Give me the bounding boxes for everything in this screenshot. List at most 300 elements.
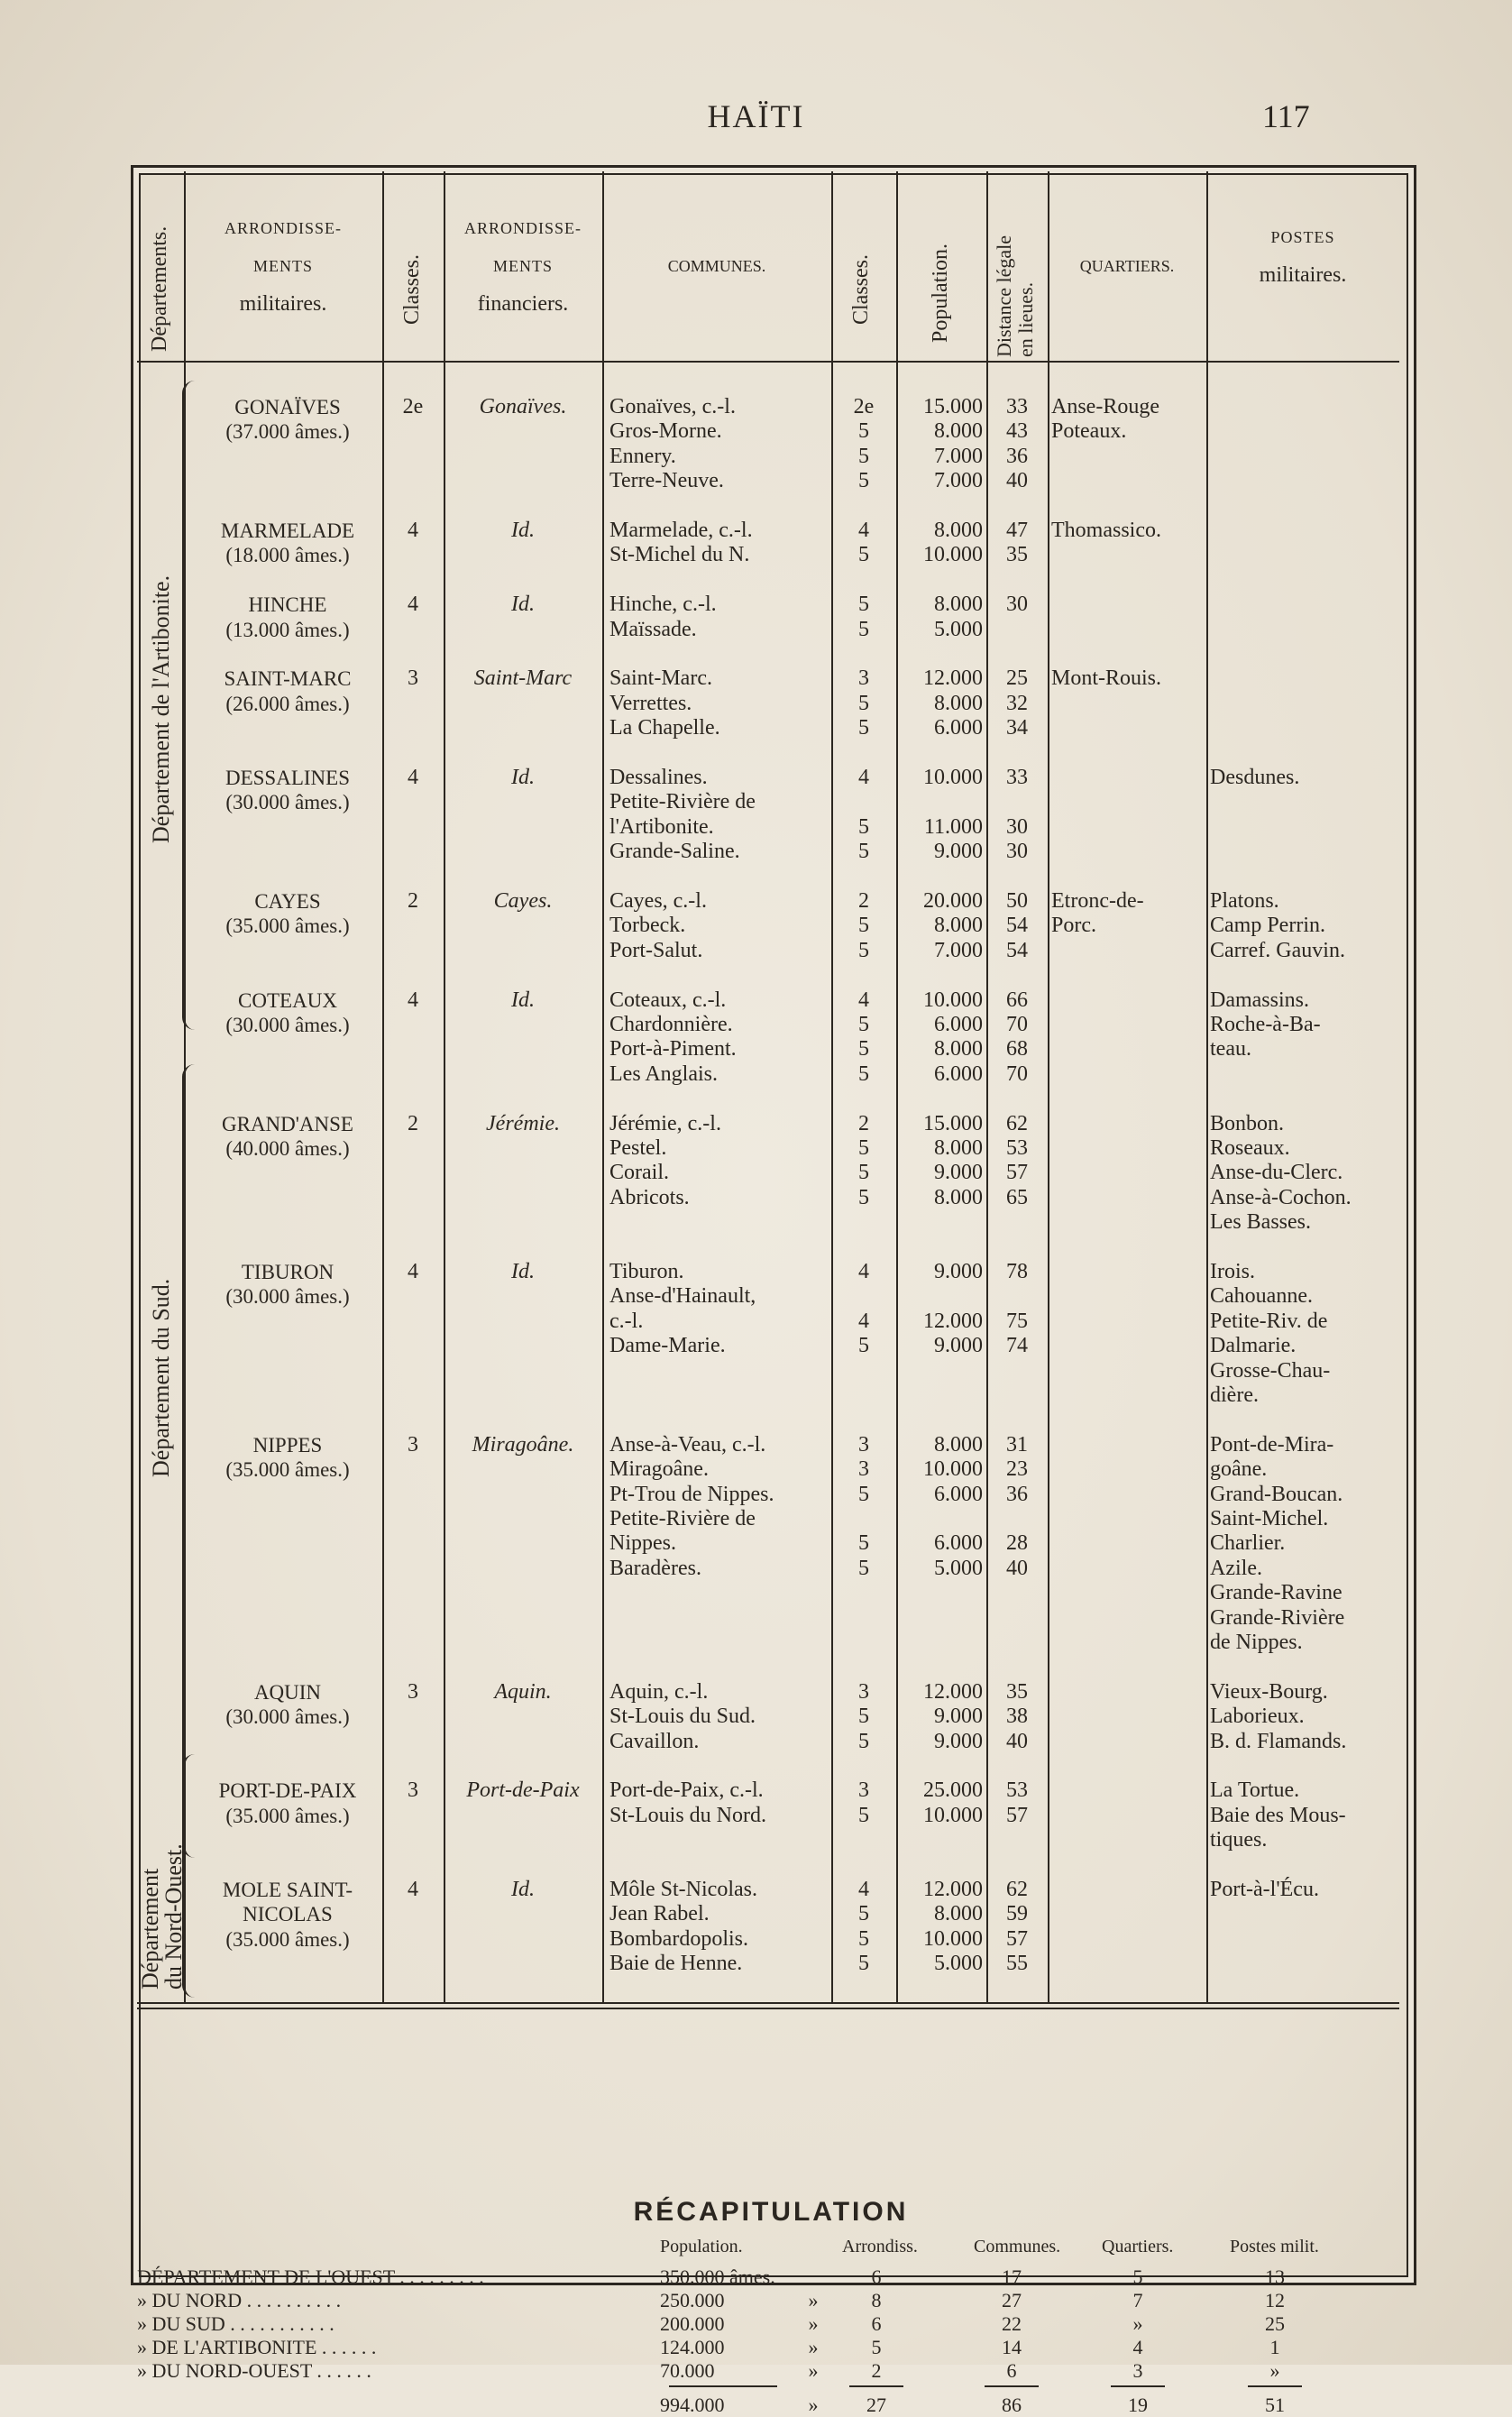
- cell-c2: 4: [858, 1309, 869, 1333]
- cell-com: Cavaillon.: [609, 1729, 700, 1753]
- table-row: [137, 1952, 1399, 1976]
- table-row: [137, 865, 1399, 889]
- cell-com: Ennery.: [609, 444, 676, 468]
- cell-dist: 66: [1006, 988, 1028, 1012]
- cell-pop: 9.000: [934, 1334, 983, 1358]
- cell-dist: 38: [1006, 1705, 1028, 1729]
- cell-c2: 3: [858, 1778, 869, 1803]
- cell-c2: 5: [858, 1705, 869, 1729]
- table-row: [137, 840, 1399, 864]
- cell-c2: 2: [858, 1111, 869, 1135]
- cell-com: Chardonnière.: [609, 1013, 733, 1036]
- cell-c2: 5: [858, 1037, 869, 1061]
- cell-pop: 12.000: [923, 1679, 983, 1704]
- recap-cell-label: » DU SUD . . . . . . . . . . .: [137, 2312, 334, 2335]
- cell-arr: SAINT-MARC: [224, 667, 352, 691]
- page-number: 117: [1262, 98, 1310, 134]
- table-row: [137, 1778, 1399, 1803]
- recap-row: [137, 2312, 1399, 2336]
- recap-cell-pop: 124.000: [660, 2336, 725, 2358]
- cell-dist: 40: [1006, 1729, 1028, 1753]
- cell-pop: 8.000: [934, 1902, 983, 1926]
- cell-dist: 57: [1006, 1926, 1028, 1951]
- cell-p: Port-à-l'Écu.: [1210, 1878, 1319, 1901]
- cell-pop: 8.000: [934, 1185, 983, 1209]
- cell-cls: 4: [408, 1878, 418, 1901]
- col-rule: [986, 171, 988, 361]
- cell-p: Platons.: [1210, 889, 1279, 913]
- cell-q: Anse-Rouge: [1051, 395, 1159, 418]
- cell-dist: 30: [1006, 814, 1028, 839]
- table-row: [137, 1112, 1399, 1136]
- cell-pop: 8.000: [934, 519, 983, 542]
- table-row: [137, 419, 1399, 444]
- cell-dist: 62: [1006, 1111, 1028, 1135]
- cell-p: Charlier.: [1210, 1531, 1286, 1556]
- recap-cell-com: 6: [1006, 2359, 1017, 2382]
- cell-arr: MARMELADE: [220, 519, 355, 542]
- cell-arr: (35.000 âmes.): [225, 1927, 350, 1951]
- cell-cls: 4: [408, 988, 418, 1012]
- table-row: [137, 1161, 1399, 1185]
- table-row: [137, 1606, 1399, 1631]
- cell-com: Anse-à-Veau, c.-l.: [609, 1432, 766, 1457]
- recap-cell-ditto: »: [808, 2312, 819, 2335]
- cell-com: Coteaux, c.-l.: [609, 988, 727, 1012]
- cell-dist: 54: [1006, 938, 1028, 962]
- cell-c2: 5: [858, 1926, 869, 1951]
- cell-c2: 5: [858, 419, 869, 444]
- table-row: [137, 939, 1399, 963]
- cell-c2: 5: [858, 1803, 869, 1827]
- recap-cell-arr: 6: [871, 2312, 882, 2335]
- cell-pop: 6.000: [934, 1482, 983, 1506]
- cell-dist: 68: [1006, 1037, 1028, 1061]
- cell-pop: 9.000: [934, 840, 983, 864]
- table-row: [137, 1062, 1399, 1087]
- cell-c2: 5: [858, 914, 869, 938]
- cell-dist: 62: [1006, 1878, 1028, 1901]
- cell-com: Verrettes.: [609, 691, 692, 715]
- cell-pop: 6.000: [934, 1531, 983, 1556]
- cell-p: B. d. Flamands.: [1210, 1729, 1347, 1753]
- cell-cls: 2e: [402, 395, 424, 418]
- cell-fin: Id.: [511, 766, 535, 789]
- cell-fin: Id.: [511, 988, 535, 1012]
- table-row: [137, 1210, 1399, 1235]
- cell-pop: 9.000: [934, 1161, 983, 1185]
- cell-fin: Cayes.: [493, 889, 553, 913]
- cell-com: Grande-Saline.: [609, 840, 740, 864]
- table-row: [137, 1902, 1399, 1926]
- cell-cls: 2: [408, 1111, 418, 1135]
- cell-arr: NICOLAS: [243, 1903, 333, 1926]
- cell-dist: 30: [1006, 593, 1028, 617]
- cell-cls: 4: [408, 519, 418, 542]
- cell-arr: MOLE SAINT-: [222, 1879, 353, 1901]
- table-row: [137, 766, 1399, 790]
- cell-p: Vieux-Bourg.: [1210, 1679, 1328, 1704]
- cell-dist: 40: [1006, 1556, 1028, 1580]
- cell-q: Etronc-de-: [1051, 889, 1144, 913]
- recap-cell-pop: 994.000: [660, 2394, 725, 2416]
- table-row: [137, 666, 1399, 691]
- cell-c2: 3: [858, 666, 869, 691]
- cell-p: tiques.: [1210, 1828, 1268, 1852]
- recap-cell-q: 5: [1132, 2265, 1143, 2288]
- col-rule: [382, 171, 384, 361]
- cell-cls: 4: [408, 1260, 418, 1283]
- cell-c2: 5: [858, 1061, 869, 1086]
- cell-fin: Id.: [511, 1260, 535, 1283]
- cell-pop: 8.000: [934, 1037, 983, 1061]
- cell-dist: 59: [1006, 1902, 1028, 1926]
- cell-dist: 43: [1006, 419, 1028, 444]
- cell-dist: 36: [1006, 444, 1028, 468]
- cell-pop: 6.000: [934, 716, 983, 740]
- col-rule: [896, 171, 898, 361]
- cell-dist: 47: [1006, 519, 1028, 542]
- cell-com: Petite-Rivière de: [609, 790, 756, 814]
- cell-dist: 28: [1006, 1531, 1028, 1556]
- cell-com: Abricots.: [609, 1185, 690, 1209]
- cell-c2: 5: [858, 938, 869, 962]
- cell-dist: 35: [1006, 543, 1028, 567]
- cell-cls: 3: [408, 666, 418, 691]
- cell-c2: 5: [858, 1556, 869, 1580]
- recap-header-quartiers: Quartiers.: [1102, 2237, 1174, 2256]
- cell-c2: 5: [858, 1902, 869, 1926]
- cell-dist: 30: [1006, 840, 1028, 864]
- cell-com: Maïssade.: [609, 617, 697, 641]
- table-row: [137, 716, 1399, 740]
- recap-cell-p: 13: [1265, 2265, 1285, 2288]
- cell-arr: HINCHE: [248, 593, 327, 617]
- cell-arr: AQUIN: [253, 1680, 322, 1704]
- table-row: [137, 741, 1399, 766]
- recap-cell-p: 12: [1265, 2289, 1285, 2311]
- cell-dist: 75: [1006, 1309, 1028, 1333]
- recap-total-rule: [1111, 2385, 1165, 2387]
- table-row: [137, 1705, 1399, 1729]
- cell-c2: 5: [858, 691, 869, 715]
- cell-p: Damassins.: [1210, 988, 1309, 1012]
- table-row: [137, 543, 1399, 567]
- cell-c2: 5: [858, 444, 869, 468]
- body-bottom-rule: [137, 2002, 1399, 2004]
- recap-title: RÉCAPITULATION: [633, 2197, 909, 2227]
- col-rule: [831, 171, 833, 361]
- recap-header-arrondiss: Arrondiss.: [842, 2237, 918, 2256]
- table-row: [137, 593, 1399, 617]
- cell-pop: 10.000: [923, 1803, 983, 1827]
- table-row: [137, 395, 1399, 419]
- cell-p: Baie des Mous-: [1210, 1803, 1346, 1827]
- cell-pop: 12.000: [923, 1878, 983, 1901]
- table-row: [137, 618, 1399, 642]
- cell-dist: 70: [1006, 1013, 1028, 1036]
- table-row: [137, 1284, 1399, 1309]
- table-row: [137, 1828, 1399, 1852]
- cell-com: Anse-d'Hainault,: [609, 1284, 756, 1309]
- cell-com: c.-l.: [609, 1309, 644, 1333]
- cell-dist: 74: [1006, 1334, 1028, 1358]
- table-row: [137, 469, 1399, 493]
- cell-pop: 5.000: [934, 1952, 983, 1976]
- cell-pop: 12.000: [923, 666, 983, 691]
- cell-dist: 53: [1006, 1778, 1028, 1803]
- cell-com: Port-à-Piment.: [609, 1037, 737, 1061]
- recap-row: [137, 2289, 1399, 2312]
- cell-p: Anse-à-Cochon.: [1210, 1185, 1352, 1209]
- cell-c2: 5: [858, 1334, 869, 1358]
- table-row: [137, 519, 1399, 543]
- cell-fin: Miragoâne.: [472, 1432, 574, 1457]
- cell-pop: 6.000: [934, 1013, 983, 1036]
- table-row: [137, 1186, 1399, 1210]
- header-arr-fin: ARRONDISSE- MENTS financiers.: [463, 219, 582, 316]
- cell-dist: 40: [1006, 469, 1028, 493]
- cell-arr: CAYES: [254, 890, 321, 913]
- cell-pop: 12.000: [923, 1309, 983, 1333]
- cell-pop: 8.000: [934, 1432, 983, 1457]
- cell-arr: (13.000 âmes.): [225, 618, 350, 641]
- cell-pop: 20.000: [923, 889, 983, 913]
- cell-dist: 36: [1006, 1482, 1028, 1506]
- cell-c2: 5: [858, 716, 869, 740]
- cell-pop: 11.000: [923, 814, 983, 839]
- cell-pop: 15.000: [923, 395, 983, 418]
- recap-cell-p: 1: [1269, 2336, 1280, 2358]
- recap-cell-q: »: [1132, 2312, 1143, 2335]
- cell-c2: 4: [858, 1878, 869, 1901]
- table-row: [137, 1260, 1399, 1284]
- cell-c2: 5: [858, 1729, 869, 1753]
- table-row: [137, 1383, 1399, 1408]
- cell-pop: 9.000: [934, 1729, 983, 1753]
- cell-cls: 3: [408, 1432, 418, 1457]
- table-row: [137, 914, 1399, 938]
- cell-pop: 8.000: [934, 691, 983, 715]
- cell-com: Pestel.: [609, 1136, 667, 1160]
- cell-arr: NIPPES: [252, 1433, 323, 1457]
- cell-com: Saint-Marc.: [609, 666, 712, 691]
- cell-p: Desdunes.: [1210, 766, 1300, 789]
- cell-pop: 10.000: [923, 543, 983, 567]
- cell-com: Aquin, c.-l.: [609, 1679, 709, 1704]
- header-quartiers: QUARTIERS.: [1079, 257, 1175, 275]
- cell-p: Grande-Ravine: [1210, 1581, 1342, 1605]
- header-postes: POSTES militaires.: [1259, 228, 1347, 287]
- cell-pop: 7.000: [934, 444, 983, 468]
- cell-com: Jérémie, c.-l.: [609, 1111, 721, 1135]
- recap-cell-pop: 250.000: [660, 2289, 725, 2311]
- body-bottom-rule-2: [137, 2008, 1399, 2009]
- cell-com: Baie de Henne.: [609, 1952, 743, 1976]
- cell-com: Dame-Marie.: [609, 1334, 726, 1358]
- table-row: [137, 815, 1399, 840]
- cell-c2: 2: [858, 889, 869, 913]
- table-row: [137, 494, 1399, 519]
- table-row: [137, 445, 1399, 469]
- cell-arr: DESSALINES: [225, 767, 350, 789]
- table-row: [137, 642, 1399, 666]
- cell-c2: 4: [858, 1260, 869, 1283]
- cell-com: Torbeck.: [609, 914, 686, 938]
- cell-pop: 10.000: [923, 988, 983, 1012]
- recap-cell-pop: 200.000: [660, 2312, 725, 2335]
- recap-cell-ditto: »: [808, 2359, 819, 2382]
- table-row: [137, 1433, 1399, 1457]
- cell-p: Roche-à-Ba-: [1210, 1013, 1321, 1036]
- recap-cell-com: 22: [1002, 2312, 1022, 2335]
- cell-fin: Saint-Marc: [473, 666, 573, 691]
- cell-arr: GONAÏVES: [234, 396, 341, 418]
- header-population: Population.: [929, 243, 952, 343]
- dept-nord-ouest: Département du Nord-Ouest.: [137, 1843, 187, 1990]
- recap-cell-com: 14: [1002, 2336, 1022, 2358]
- table-row: [137, 1013, 1399, 1037]
- recap-cell-ditto: »: [808, 2394, 819, 2416]
- cell-arr: TIBURON: [241, 1261, 334, 1283]
- recap-cell-com: 27: [1002, 2289, 1022, 2311]
- cell-arr: COTEAUX: [238, 988, 337, 1012]
- cell-p: Irois.: [1210, 1260, 1255, 1283]
- header-rule: [137, 361, 1399, 363]
- cell-q: Porc.: [1051, 914, 1096, 938]
- cell-c2: 5: [858, 593, 869, 617]
- cell-com: Gonaïves, c.-l.: [609, 395, 736, 418]
- cell-p: Grande-Rivière: [1210, 1605, 1345, 1630]
- recap-row: [137, 2265, 1399, 2289]
- table-row: [137, 1136, 1399, 1161]
- cell-arr: (18.000 âmes.): [225, 544, 350, 567]
- running-title: HAÏTI: [707, 98, 805, 134]
- table-row: [137, 1507, 1399, 1531]
- table-row: [137, 790, 1399, 814]
- cell-p: Cahouanne.: [1210, 1284, 1313, 1309]
- table-row: [137, 1310, 1399, 1334]
- recap-cell-q: 3: [1132, 2359, 1143, 2382]
- cell-com: Nippes.: [609, 1531, 676, 1556]
- table-row: [137, 1334, 1399, 1358]
- cell-p: goâne.: [1210, 1457, 1268, 1482]
- table-row: [137, 1655, 1399, 1679]
- cell-p: dière.: [1210, 1383, 1259, 1407]
- cell-pop: 9.000: [934, 1705, 983, 1729]
- recap-cell-arr: 6: [871, 2265, 882, 2288]
- cell-com: Cayes, c.-l.: [609, 889, 707, 913]
- cell-arr: (30.000 âmes.): [225, 1705, 350, 1729]
- dept-artibonite: Département de l'Artibonite.: [148, 574, 174, 843]
- table-row: [137, 1408, 1399, 1432]
- table-row: [137, 1730, 1399, 1754]
- recap-cell-p: »: [1269, 2359, 1280, 2382]
- table-row: [137, 1927, 1399, 1952]
- recap-row: [137, 2359, 1399, 2383]
- cell-pop: 7.000: [934, 469, 983, 493]
- recap-cell-arr: 27: [866, 2394, 886, 2416]
- cell-dist: 35: [1006, 1679, 1028, 1704]
- cell-fin: Id.: [511, 519, 535, 542]
- cell-arr: (35.000 âmes.): [225, 1458, 350, 1482]
- cell-fin: Aquin.: [494, 1679, 552, 1704]
- cell-dist: 55: [1006, 1952, 1028, 1976]
- cell-pop: 6.000: [934, 1061, 983, 1086]
- table-row: [137, 1581, 1399, 1605]
- recap-cell-label: » DU NORD . . . . . . . . . .: [137, 2289, 342, 2311]
- recap-cell-label: DÉPARTEMENT DE L'OUEST . . . . . . . . .: [137, 2265, 484, 2288]
- cell-com: Les Anglais.: [609, 1061, 718, 1086]
- table-row: [137, 1037, 1399, 1061]
- cell-c2: 4: [858, 988, 869, 1012]
- recap-cell-label: » DU NORD-OUEST . . . . . .: [137, 2359, 371, 2382]
- cell-arr: (30.000 âmes.): [225, 791, 350, 814]
- recap-cell-label: » DE L'ARTIBONITE . . . . . .: [137, 2336, 377, 2358]
- recap-cell-com: 86: [1002, 2394, 1022, 2416]
- recap-cell-q: 4: [1132, 2336, 1143, 2358]
- cell-c2: 4: [858, 766, 869, 789]
- cell-pop: 25.000: [923, 1778, 983, 1803]
- cell-com: Port-Salut.: [609, 938, 703, 962]
- cell-c2: 5: [858, 543, 869, 567]
- recap-total-rule: [669, 2385, 777, 2387]
- recap-total-rule: [849, 2385, 903, 2387]
- cell-com: La Chapelle.: [609, 716, 720, 740]
- recap-cell-arr: 2: [871, 2359, 882, 2382]
- cell-com: Terre-Neuve.: [609, 469, 724, 493]
- cell-fin: Jérémie.: [486, 1111, 560, 1135]
- cell-p: Petite-Riv. de: [1210, 1309, 1328, 1333]
- cell-com: St-Michel du N.: [609, 543, 750, 567]
- cell-c2: 4: [858, 519, 869, 542]
- cell-cls: 3: [408, 1679, 418, 1704]
- header-classes-1: Classes.: [400, 254, 424, 325]
- cell-com: Dessalines.: [609, 766, 708, 789]
- table-row: [137, 1878, 1399, 1902]
- cell-com: Hinche, c.-l.: [609, 593, 717, 617]
- cell-p: Grand-Boucan.: [1210, 1482, 1343, 1506]
- cell-com: Pt-Trou de Nippes.: [609, 1482, 774, 1506]
- table-row: [137, 1236, 1399, 1260]
- cell-pop: 10.000: [923, 1926, 983, 1951]
- cell-dist: 50: [1006, 889, 1028, 913]
- cell-cls: 2: [408, 889, 418, 913]
- recap-cell-q: 7: [1132, 2289, 1143, 2311]
- cell-q: Poteaux.: [1051, 419, 1127, 444]
- table-row: [137, 1754, 1399, 1778]
- cell-p: Les Basses.: [1210, 1210, 1311, 1235]
- cell-arr: GRAND'ANSE: [222, 1112, 353, 1135]
- cell-c2: 5: [858, 1136, 869, 1160]
- recap-cell-arr: 5: [871, 2336, 882, 2358]
- cell-p: Grosse-Chau-: [1210, 1358, 1331, 1383]
- cell-dist: 33: [1006, 395, 1028, 418]
- cell-p: Roseaux.: [1210, 1136, 1290, 1160]
- cell-p: La Tortue.: [1210, 1778, 1300, 1803]
- cell-arr: (30.000 âmes.): [225, 1014, 350, 1036]
- cell-com: Petite-Rivière de: [609, 1507, 756, 1530]
- cell-pop: 5.000: [934, 1556, 983, 1580]
- recap-cell-pop: 350.000 âmes.: [660, 2265, 775, 2288]
- cell-pop: 8.000: [934, 1136, 983, 1160]
- table: [137, 171, 1405, 2416]
- cell-com: Miragoâne.: [609, 1457, 709, 1482]
- cell-c2: 5: [858, 840, 869, 864]
- table-row: [137, 1557, 1399, 1581]
- cell-fin: Gonaïves.: [479, 395, 567, 418]
- recap-header-communes: Communes.: [974, 2237, 1061, 2256]
